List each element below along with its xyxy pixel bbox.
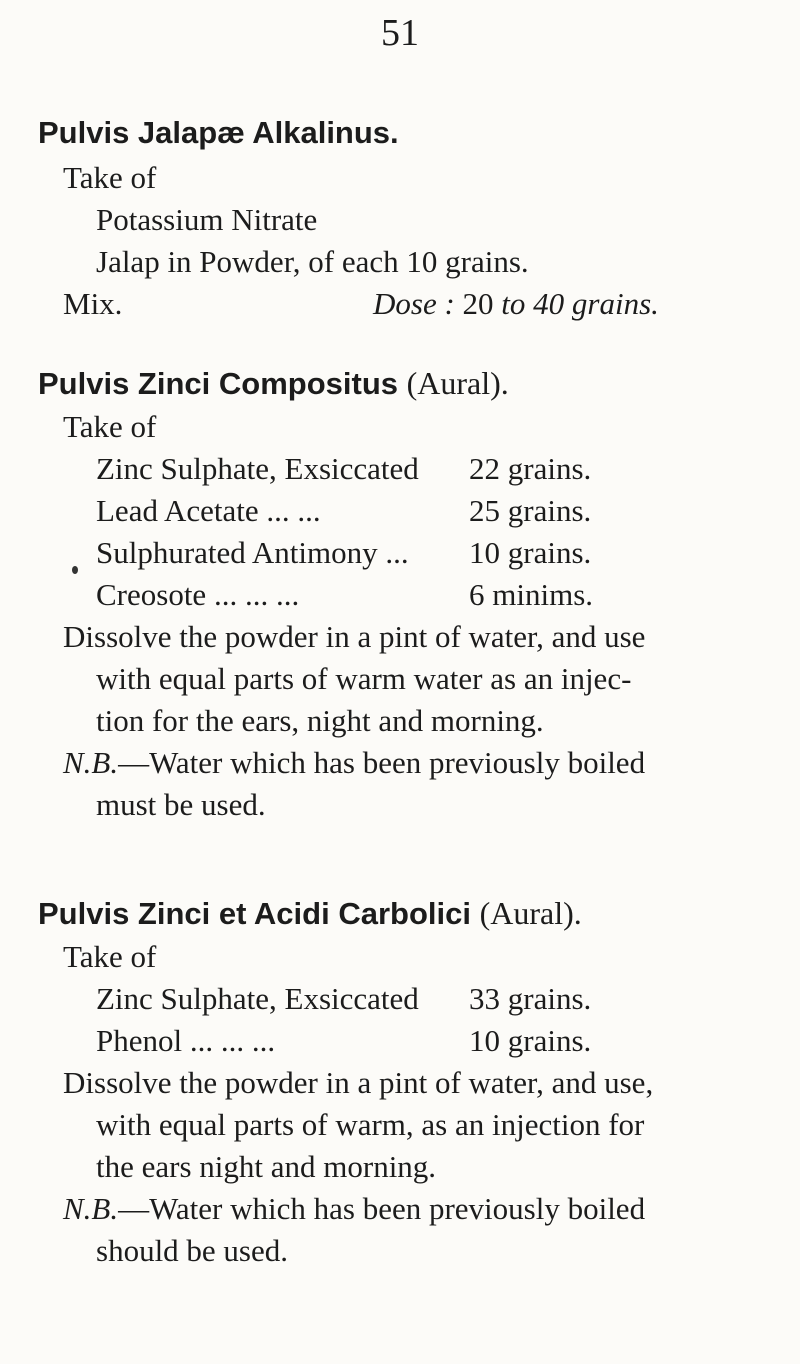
- ingredient-qty: 25 grains.: [469, 493, 592, 528]
- dose-value: 40 grains.: [533, 286, 659, 321]
- directions-line: tion for the ears, night and morning.: [96, 703, 544, 738]
- section-title-zinci-carbolici: [38, 897, 582, 929]
- ingredient-name: Zinc Sulphate, Exsiccated: [96, 981, 419, 1016]
- ingredient-name: Lead Acetate ... ...: [96, 493, 321, 528]
- directions-line: with equal parts of warm water as an injec-: [96, 661, 632, 696]
- take-of-label: Take of: [63, 409, 157, 444]
- section-title-jalapae: Pulvis Jalapæ Alkalinus.: [38, 115, 399, 150]
- mix-instruction: Mix.: [63, 286, 123, 321]
- nota-bene-continued: must be used.: [96, 787, 266, 822]
- ingredient-name: Phenol ... ... ...: [96, 1023, 276, 1058]
- nb-text: —Water which has been previously boiled: [118, 1191, 646, 1226]
- ingredient-line: Jalap in Powder, of each 10 grains.: [96, 244, 529, 279]
- dose-label: Dose :: [373, 286, 455, 321]
- ingredient-line: Potassium Nitrate: [96, 202, 318, 237]
- ingredient-name: Zinc Sulphate, Exsiccated: [96, 451, 419, 486]
- page-number: 51: [381, 12, 419, 54]
- ingredient-qty: 10 grains.: [469, 1023, 592, 1058]
- section-title-text: Pulvis Zinci et Acidi Carbolici: [38, 896, 471, 931]
- ingredient-qty: 33 grains.: [469, 981, 592, 1016]
- nota-bene-continued: should be used.: [96, 1233, 289, 1268]
- ingredient-qty: 22 grains.: [469, 451, 592, 486]
- nb-label: N.B.: [63, 1191, 119, 1226]
- nota-bene: [63, 747, 645, 778]
- dose-line: [373, 288, 659, 319]
- take-of-label: Take of: [63, 939, 157, 974]
- section-title-zinci-compositus: [38, 367, 509, 399]
- nota-bene: [63, 1193, 645, 1224]
- nb-label: N.B.: [63, 745, 119, 780]
- ingredient-qty: 6 minims.: [469, 577, 594, 612]
- ingredient-name: Sulphurated Antimony ...: [96, 535, 409, 570]
- dose-from: 20: [462, 286, 494, 321]
- ingredient-qty: 10 grains.: [469, 535, 592, 570]
- section-title-suffix: (Aural).: [479, 895, 582, 931]
- ingredient-name: Creosote ... ... ...: [96, 577, 300, 612]
- ink-speck: [72, 566, 78, 574]
- section-title-suffix: (Aural).: [406, 365, 509, 401]
- dose-to: to: [501, 286, 526, 321]
- take-of-label: Take of: [63, 160, 157, 195]
- directions-line: with equal parts of warm, as an injection for: [96, 1107, 645, 1142]
- nb-text: —Water which has been previously boiled: [118, 745, 646, 780]
- directions-line: Dissolve the powder in a pint of water, and use,: [63, 1065, 654, 1100]
- directions-line: the ears night and morning.: [96, 1149, 437, 1184]
- directions-line: Dissolve the powder in a pint of water, and use: [63, 619, 646, 654]
- section-title-text: Pulvis Zinci Compositus: [38, 366, 398, 401]
